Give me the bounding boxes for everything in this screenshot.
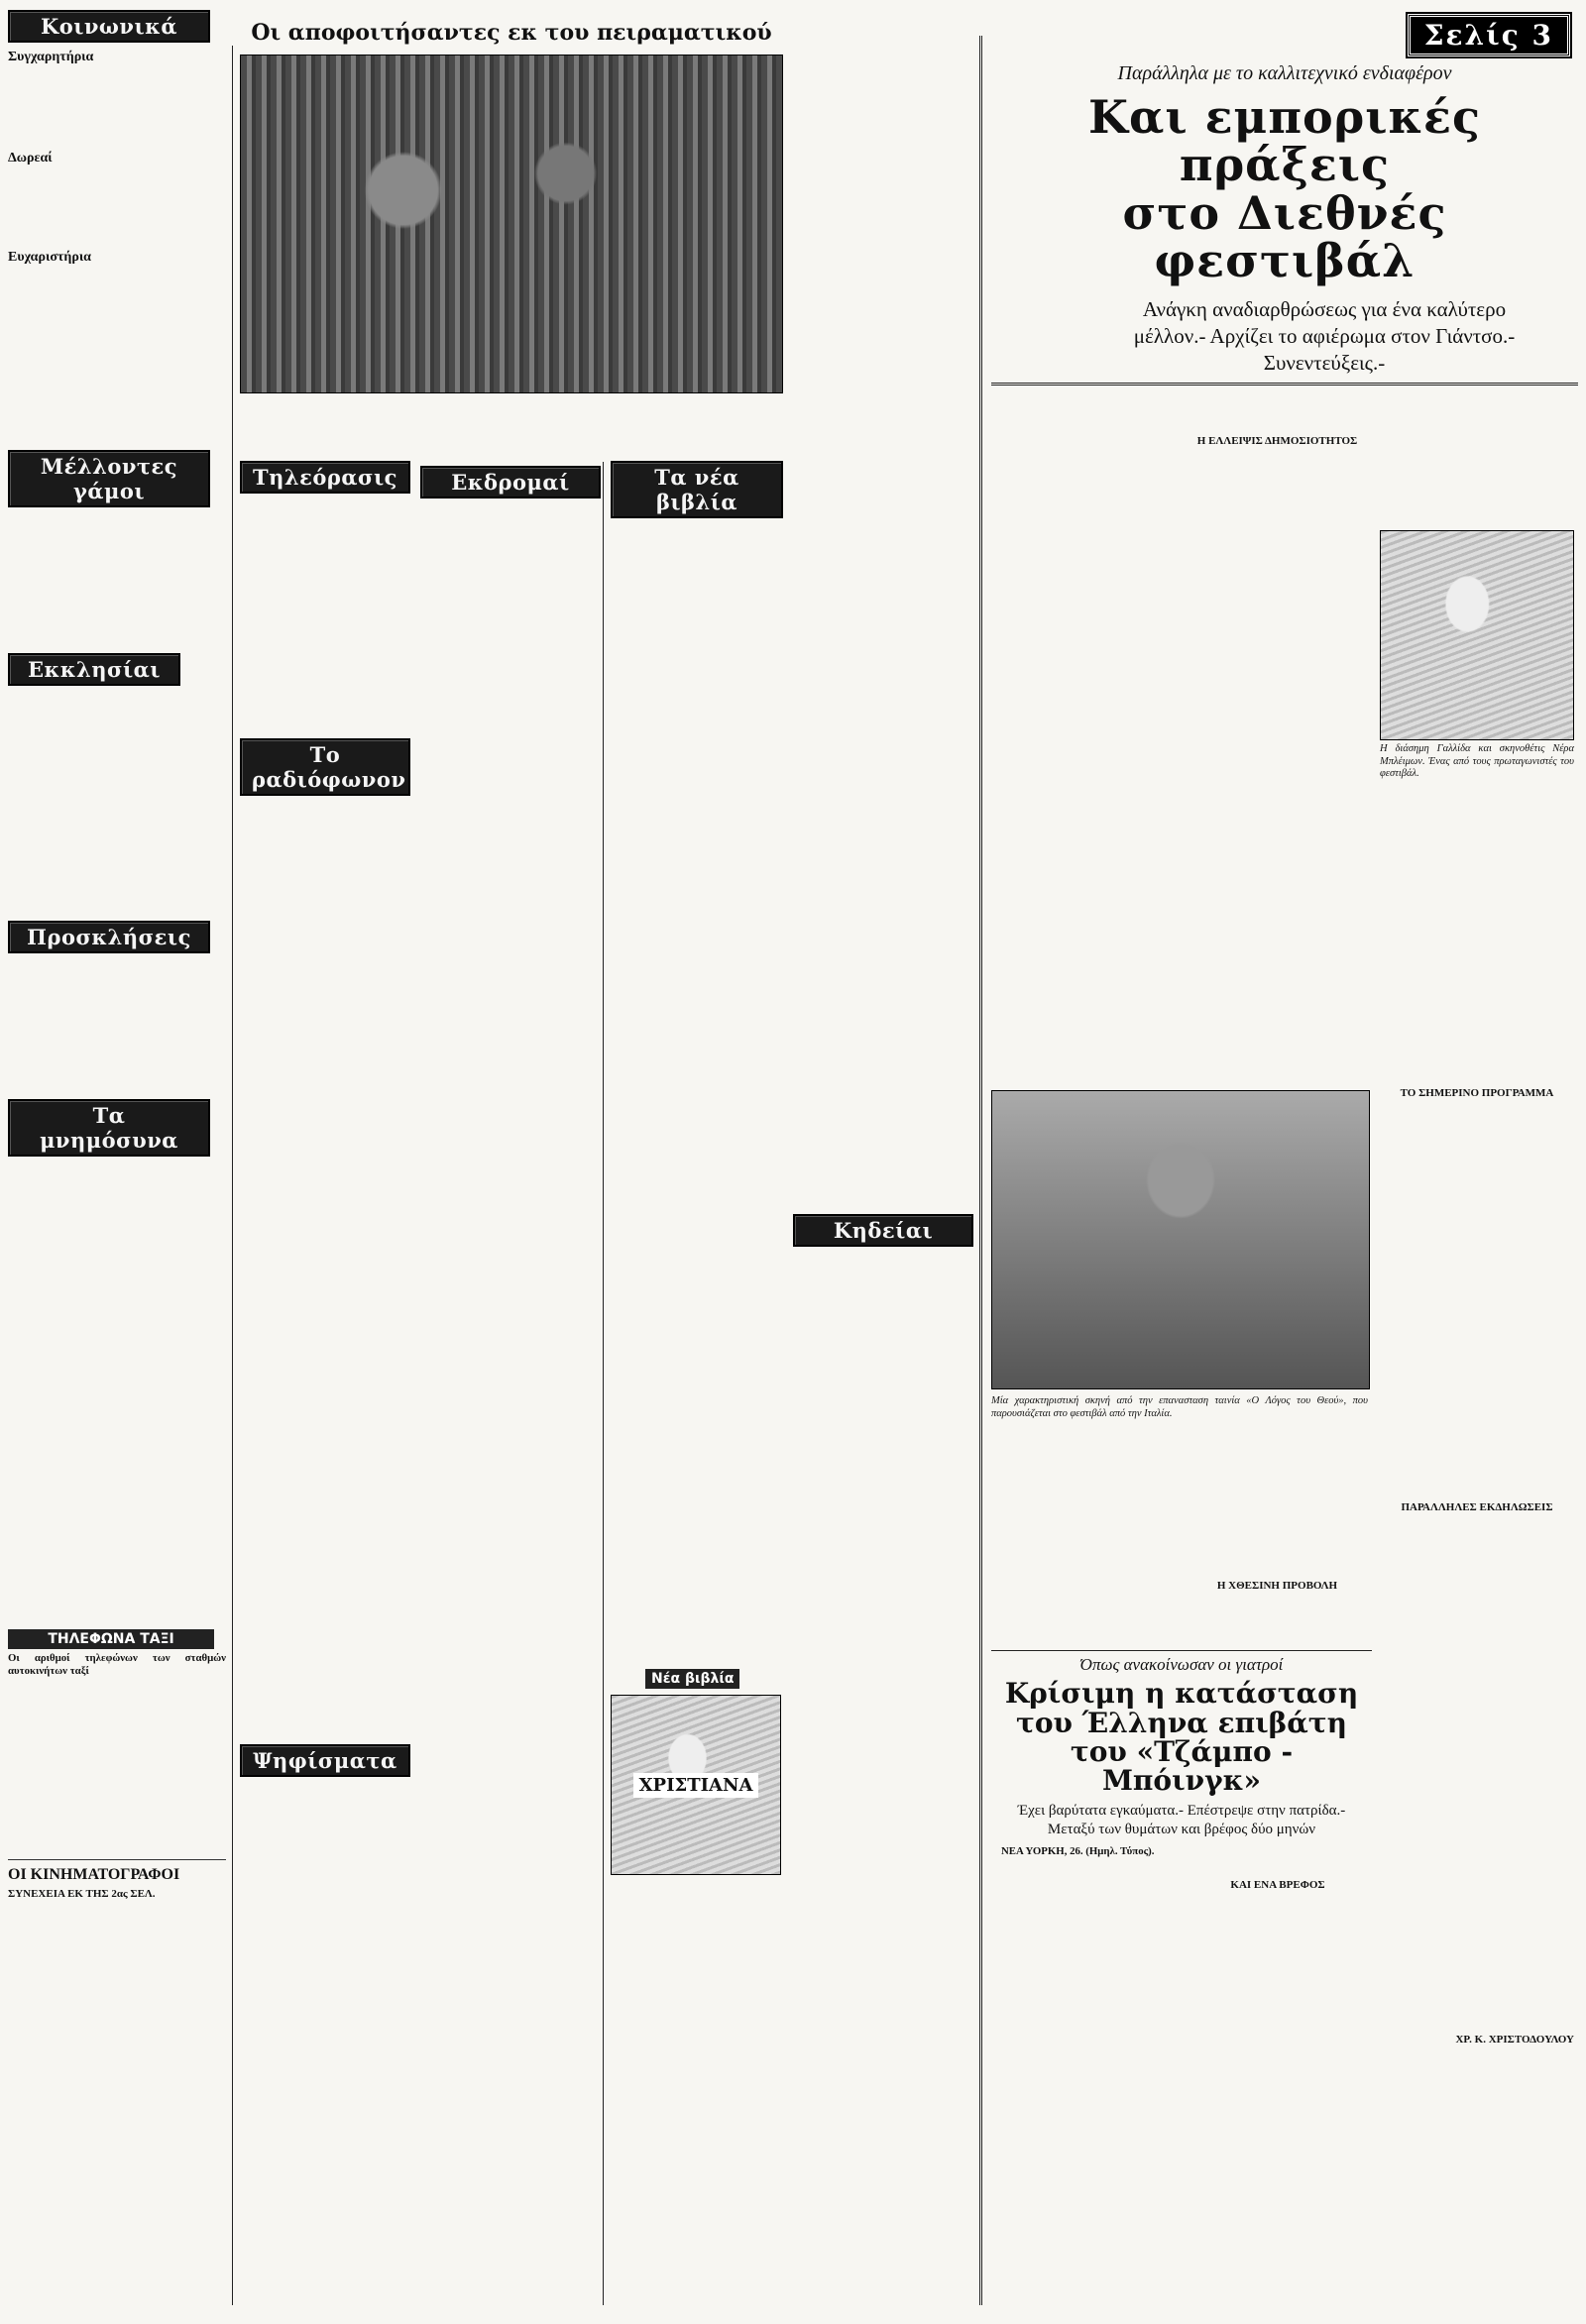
graduates-photo xyxy=(240,55,783,393)
rubric-social: Κοινωνικά xyxy=(8,10,210,43)
graduates-title: Οι αποφοιτήσαντες εκ του πειραματικού xyxy=(251,20,772,46)
books-block xyxy=(611,457,785,1942)
page-label: Σελίς 3 xyxy=(1408,14,1570,56)
new-fiction-box: Νέα βιβλία xyxy=(645,1669,739,1689)
festival-col-a-top xyxy=(991,391,1175,1085)
invitations-text xyxy=(8,956,226,1095)
rubric-new-books: Τα νέα βιβλία xyxy=(611,461,783,518)
local-news-text-top xyxy=(793,14,971,1203)
festival-headline-line2: στο Διεθνές φεστιβάλ xyxy=(1122,185,1447,287)
book-cover-image xyxy=(611,1695,781,1875)
festival-col-b xyxy=(1186,391,1369,1083)
cinemas-heading: ΟΙ ΚΙΝΗΜΑΤΟΓΡΑΦΟΙ xyxy=(8,1865,180,1883)
weddings-text xyxy=(8,510,226,649)
doctors-headline-2: του Έλληνα επιβάτη xyxy=(1016,1706,1347,1739)
funerals-text xyxy=(793,1250,971,2300)
tv-text xyxy=(240,497,408,675)
festival-columns xyxy=(991,391,1578,2324)
festival-col-c-text-1 xyxy=(1380,391,1574,530)
thanks-text xyxy=(8,268,226,446)
festival-side-caption: Η διάσημη Γαλλίδα και σκηνοθέτις Νέρα Μπλέιμων. Ένας από τους πρωταγωνιστές του φεστιβάλ. xyxy=(1380,743,1574,780)
festival-headline-line1: Και εμπορικές πράξεις xyxy=(1088,90,1481,192)
church-text xyxy=(8,689,226,917)
doctors-text-a xyxy=(991,1861,1176,2178)
festival-parallel-text xyxy=(1380,1515,1574,2031)
radio-block xyxy=(240,734,408,799)
festival-kicker: Παράλληλα με το καλλιτεχνικό ενδιαφέρον xyxy=(1117,62,1452,84)
excursions-text xyxy=(420,501,599,1839)
doctors-headline-3: του «Τζάμπο - Μπόινγκ» xyxy=(1070,1734,1294,1798)
column-social xyxy=(8,6,226,2315)
congrats-text xyxy=(8,67,226,147)
column-rule xyxy=(979,36,982,2305)
column-rule xyxy=(603,462,604,2305)
resolutions-block xyxy=(240,1740,408,2196)
festival-byline: ΧΡ. Κ. ΧΡΙΣΤΟΔΟΥΛΟΥ xyxy=(1455,2033,1574,2046)
tv-block xyxy=(240,457,408,675)
cinemas-text xyxy=(8,1902,226,2001)
festival-col-b-text-1 xyxy=(1186,391,1369,431)
column-rule xyxy=(232,46,233,2305)
resolutions-text xyxy=(240,1780,408,2196)
book-cover-title: ΧΡΙΣΤΙΑΝΑ xyxy=(633,1773,759,1798)
graduates-block xyxy=(240,6,783,462)
rubric-memorials: Τα μνημόσυνα xyxy=(8,1099,210,1157)
rubric-tv: Τηλεόρασις xyxy=(240,461,410,494)
festival-col-b-text-2 xyxy=(1186,449,1369,1083)
section-congrats: Συγχαρητήρια xyxy=(8,50,94,64)
doctors-headline-1: Κρίσιμη η κατάσταση xyxy=(1004,1677,1359,1711)
doctors-dateline: ΝΕΑ ΥΟΡΚΗ, 26. (Ημηλ. Τύπος). xyxy=(1001,1844,1155,1857)
books-text xyxy=(611,521,785,1661)
donations-text xyxy=(8,168,226,246)
section-thanks: Ευχαριστήρια xyxy=(8,250,91,265)
section-screening: Η ΧΘΕΣΙΝΗ ΠΡΟΒΟΛΗ xyxy=(1216,1580,1338,1593)
festival-main-photo xyxy=(991,1090,1370,1389)
section-publicity: Η ΕΛΛΕΙΨΙΣ ΔΗΜΟΣΙΟΤΗΤΟΣ xyxy=(1196,435,1358,448)
memorials-text xyxy=(8,1160,226,1625)
section-program: ΤΟ ΣΗΜΕΡΙΝΟ ΠΡΟΓΡΑΜΜΑ xyxy=(1400,1086,1554,1099)
cinemas-subheading: ΣΥΝΕΧΕΙΑ ΕΚ ΤΗΣ 2ας ΣΕΛ. xyxy=(8,1887,156,1900)
rubric-radio: Το ραδιόφωνον xyxy=(240,738,410,796)
festival-lower-a xyxy=(991,1427,1175,1615)
rubric-funerals: Κηδείαι xyxy=(793,1214,973,1247)
funerals-block xyxy=(793,1210,971,2300)
festival-lower-b xyxy=(1186,1427,1369,1653)
doctors-text-b1 xyxy=(1186,1845,1370,1875)
festival-lower-b-text-2 xyxy=(1186,1594,1369,1653)
newspaper-page xyxy=(8,6,1578,2315)
section-donations: Δωρεαί xyxy=(8,151,53,166)
taxi-phones-list xyxy=(8,1681,226,1860)
doctors-story xyxy=(991,1650,1372,2200)
festival-col-c-text-2 xyxy=(1380,786,1574,1083)
rubric-invitations: Προσκλήσεις xyxy=(8,921,210,953)
section-parallel: ΠΑΡΑΛΛΗΛΕΣ ΕΚΔΗΛΩΣΕΙΣ xyxy=(1401,1500,1553,1513)
book-cover-caption xyxy=(611,1878,785,1937)
rubric-church: Εκκλησίαι xyxy=(8,653,180,686)
graduates-photo-caption xyxy=(240,396,783,436)
doctors-section: ΚΑΙ ΕΝΑ ΒΡΕΦΟΣ xyxy=(1230,1878,1325,1891)
festival-program-text xyxy=(1380,1101,1574,1497)
taxi-phones-intro: Οι αριθμοί τηλεφώνων των σταθμών αυτοκινήτων ταξί xyxy=(8,1652,226,1677)
taxi-phones-heading: ΤΗΛΕΦΩΝΑ ΤΑΞΙ xyxy=(8,1629,214,1649)
festival-lower-a-text xyxy=(991,1427,1175,1615)
rubric-excursions: Εκδρομαί xyxy=(420,466,601,498)
festival-col-c xyxy=(1380,391,1574,2048)
headline-rule xyxy=(991,383,1578,386)
rubric-weddings: Μέλλοντες γάμοι xyxy=(8,450,210,507)
festival-main-photo-caption: Μία χαρακτηριστική σκηνή από την επανασταση ταινία «Ο Λόγος του Θεού», που παρουσιάζεται στο φεστιβάλ από την Ιταλία. xyxy=(991,1395,1368,1419)
festival-article xyxy=(991,6,1578,2324)
doctors-text-b2 xyxy=(1186,1893,1370,2200)
doctors-subhead: Έχει βαρύτατα εγκαύματα.- Επέστρεψε στην πατρίδα.- Μεταξύ των θυμάτων και βρέφος δύο μηνών xyxy=(1017,1802,1346,1837)
festival-lower-b-text-1 xyxy=(1186,1427,1369,1576)
doctors-kicker: Όπως ανακοίνωσαν οι γιατροί xyxy=(1079,1655,1284,1675)
excursions-block xyxy=(420,462,599,1839)
rubric-resolutions: Ψηφίσματα xyxy=(240,1744,410,1777)
festival-subhead: Ανάγκη αναδιαρθρώσεως για ένα καλύτερο μέλλον.- Αρχίζει το αφιέρωμα στον Γιάντσο.- Συνεντεύξεις.- xyxy=(1133,297,1516,376)
festival-side-photo xyxy=(1380,530,1574,740)
